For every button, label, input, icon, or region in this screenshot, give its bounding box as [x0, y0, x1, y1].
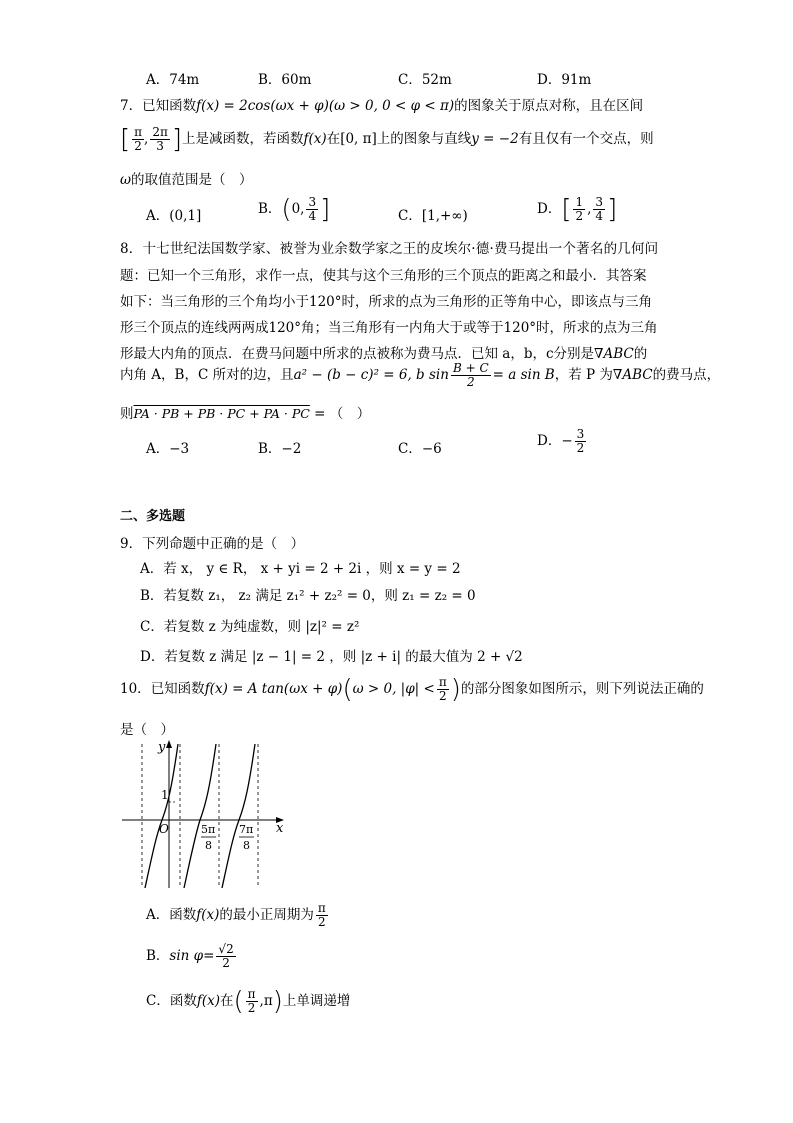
q10-option-a: A．函数f(x)的最小正周期为 $\frac{\pi}{2}$ [146, 901, 326, 929]
q8-number: 8． [120, 241, 143, 257]
q9-option-b: B．若复数 z₁， z₂ 满足 z₁² + z₂² = 0，则 z₁ = z₂ = 0 [140, 588, 476, 604]
y-label: y [158, 740, 166, 755]
q7-option-d: D．[ $\frac{1}{2}$ , $\frac{3}{4}$ ] [537, 194, 618, 225]
tick-5pi8-num: 5π [201, 823, 216, 836]
q7-line-1: 7．已知函数f(x) = 2cos(ωx + φ)(ω > 0, 0 < φ < π)的图象关于原点对称，且在区间 [120, 98, 644, 114]
q10-line-1: 10．已知函数f(x) = A tan(ωx + φ)(ω > 0, |φ| < $\frac{\pi}{2}$ )的部分图象如图所示，则下列说法正确的 [120, 674, 704, 705]
q9-option-d: D．若复数 z 满足 |z − 1| = 2 ，则 |z + i| 的最大值为 2 + √2 [140, 649, 523, 665]
q9-stem: 9．下列命题中正确的是（ ） [120, 536, 305, 552]
q8-option-d: D．− $\frac{3}{2}$ [537, 427, 585, 455]
q7-number: 7． [120, 98, 143, 114]
tan-branch-2 [184, 744, 216, 888]
q9-number: 9． [120, 536, 143, 552]
y-axis-arrow [166, 740, 172, 748]
q7-line-2: [ $\frac{\pi}{2}$ , $\frac{2\pi}{3}$ ]上是减函数，若函数f(x)在[0, π]上的图象与直线y = −2有且仅有一个交点，则 [120, 124, 654, 155]
q6-option-c: C．52m [398, 72, 452, 88]
q6-option-a: A．74m [146, 72, 200, 88]
q8-option-c: C．−6 [398, 441, 442, 457]
tan-branch-3 [222, 744, 255, 888]
tick-7pi8-den: 8 [243, 839, 250, 852]
q10-graph [118, 736, 290, 892]
q7-function: f(x) = 2cos(ωx + φ)(ω > 0, 0 < φ < π) [196, 98, 455, 114]
one-label: 1 [161, 788, 169, 802]
q8-line-3: 如下：当三角形的三个角均小于120°时，所求的点为三角形的正等角中心，即该点与三角 [120, 294, 653, 310]
tick-5pi8-den: 8 [205, 839, 212, 852]
q10-number: 10． [120, 681, 151, 697]
q10-line-2: 是（ ） [120, 722, 174, 738]
q7-line-3: ω的取值范围是（ ） [120, 172, 253, 188]
x-label: x [276, 821, 284, 836]
q7-interval-left: $\frac{\pi}{2}$ [134, 125, 143, 153]
origin-label: O [159, 822, 169, 836]
tan-branch-1 [145, 744, 178, 888]
q9-option-a: A．若 x， y ∈ R， x + yi = 2 + 2i ，则 x = y = 2 [140, 561, 461, 577]
q8-line-7: 则PA · PB + PB · PC + PA · PC = （ ） [120, 406, 371, 422]
q9-option-c: C．若复数 z 为纯虚数，则 |z|² = z² [140, 619, 360, 635]
section-title: 二、多选题 [120, 509, 186, 524]
q8-option-b: B．−2 [258, 441, 302, 457]
q7-option-c: C．[1,+∞) [398, 208, 468, 224]
tick-7pi8-num: 7π [239, 823, 254, 836]
q7-option-a: A．(0,1] [146, 208, 202, 224]
q8-line-1: 8．十七世纪法国数学家、被誉为业余数学家之王的皮埃尔·德·费马提出一个著名的几何问 [120, 241, 659, 257]
q8-line-4: 形三个顶点的连线两两成120°角；当三角形有一内角大于或等于120°时，所求的点为三角 [120, 320, 658, 336]
q10-option-c: C．函数f(x)在( $\frac{\pi}{2}$ ,π)上单调递增 [146, 986, 351, 1017]
q6-option-d: D．91m [537, 72, 592, 88]
q8-line-2: 题：已知一个三角形，求作一点，使其与这个三角形的三个顶点的距离之和最小．其答案 [120, 268, 647, 284]
q7-interval-right: $\frac{2\pi}{3}$ [152, 125, 168, 153]
q7-option-b: B．(0, $\frac{3}{4}$ ] [258, 194, 331, 225]
q10-option-b: B．sin φ= $\frac{√2}{2}$ [146, 942, 234, 970]
q8-line-5: 形最大内角的顶点．在费马问题中所求的点被称为费马点．已知 a，b，c分别是∇ABC的 [120, 346, 648, 362]
q8-option-a: A．−3 [146, 441, 190, 457]
q8-line-6: 内角 A，B，C 所对的边，且a² − (b − c)² = 6, b sin $\frac{B + C}{2}$ = a sin B，若 P 为∇ABC的费马点， [120, 361, 721, 389]
q6-option-b: B．60m [258, 72, 312, 88]
